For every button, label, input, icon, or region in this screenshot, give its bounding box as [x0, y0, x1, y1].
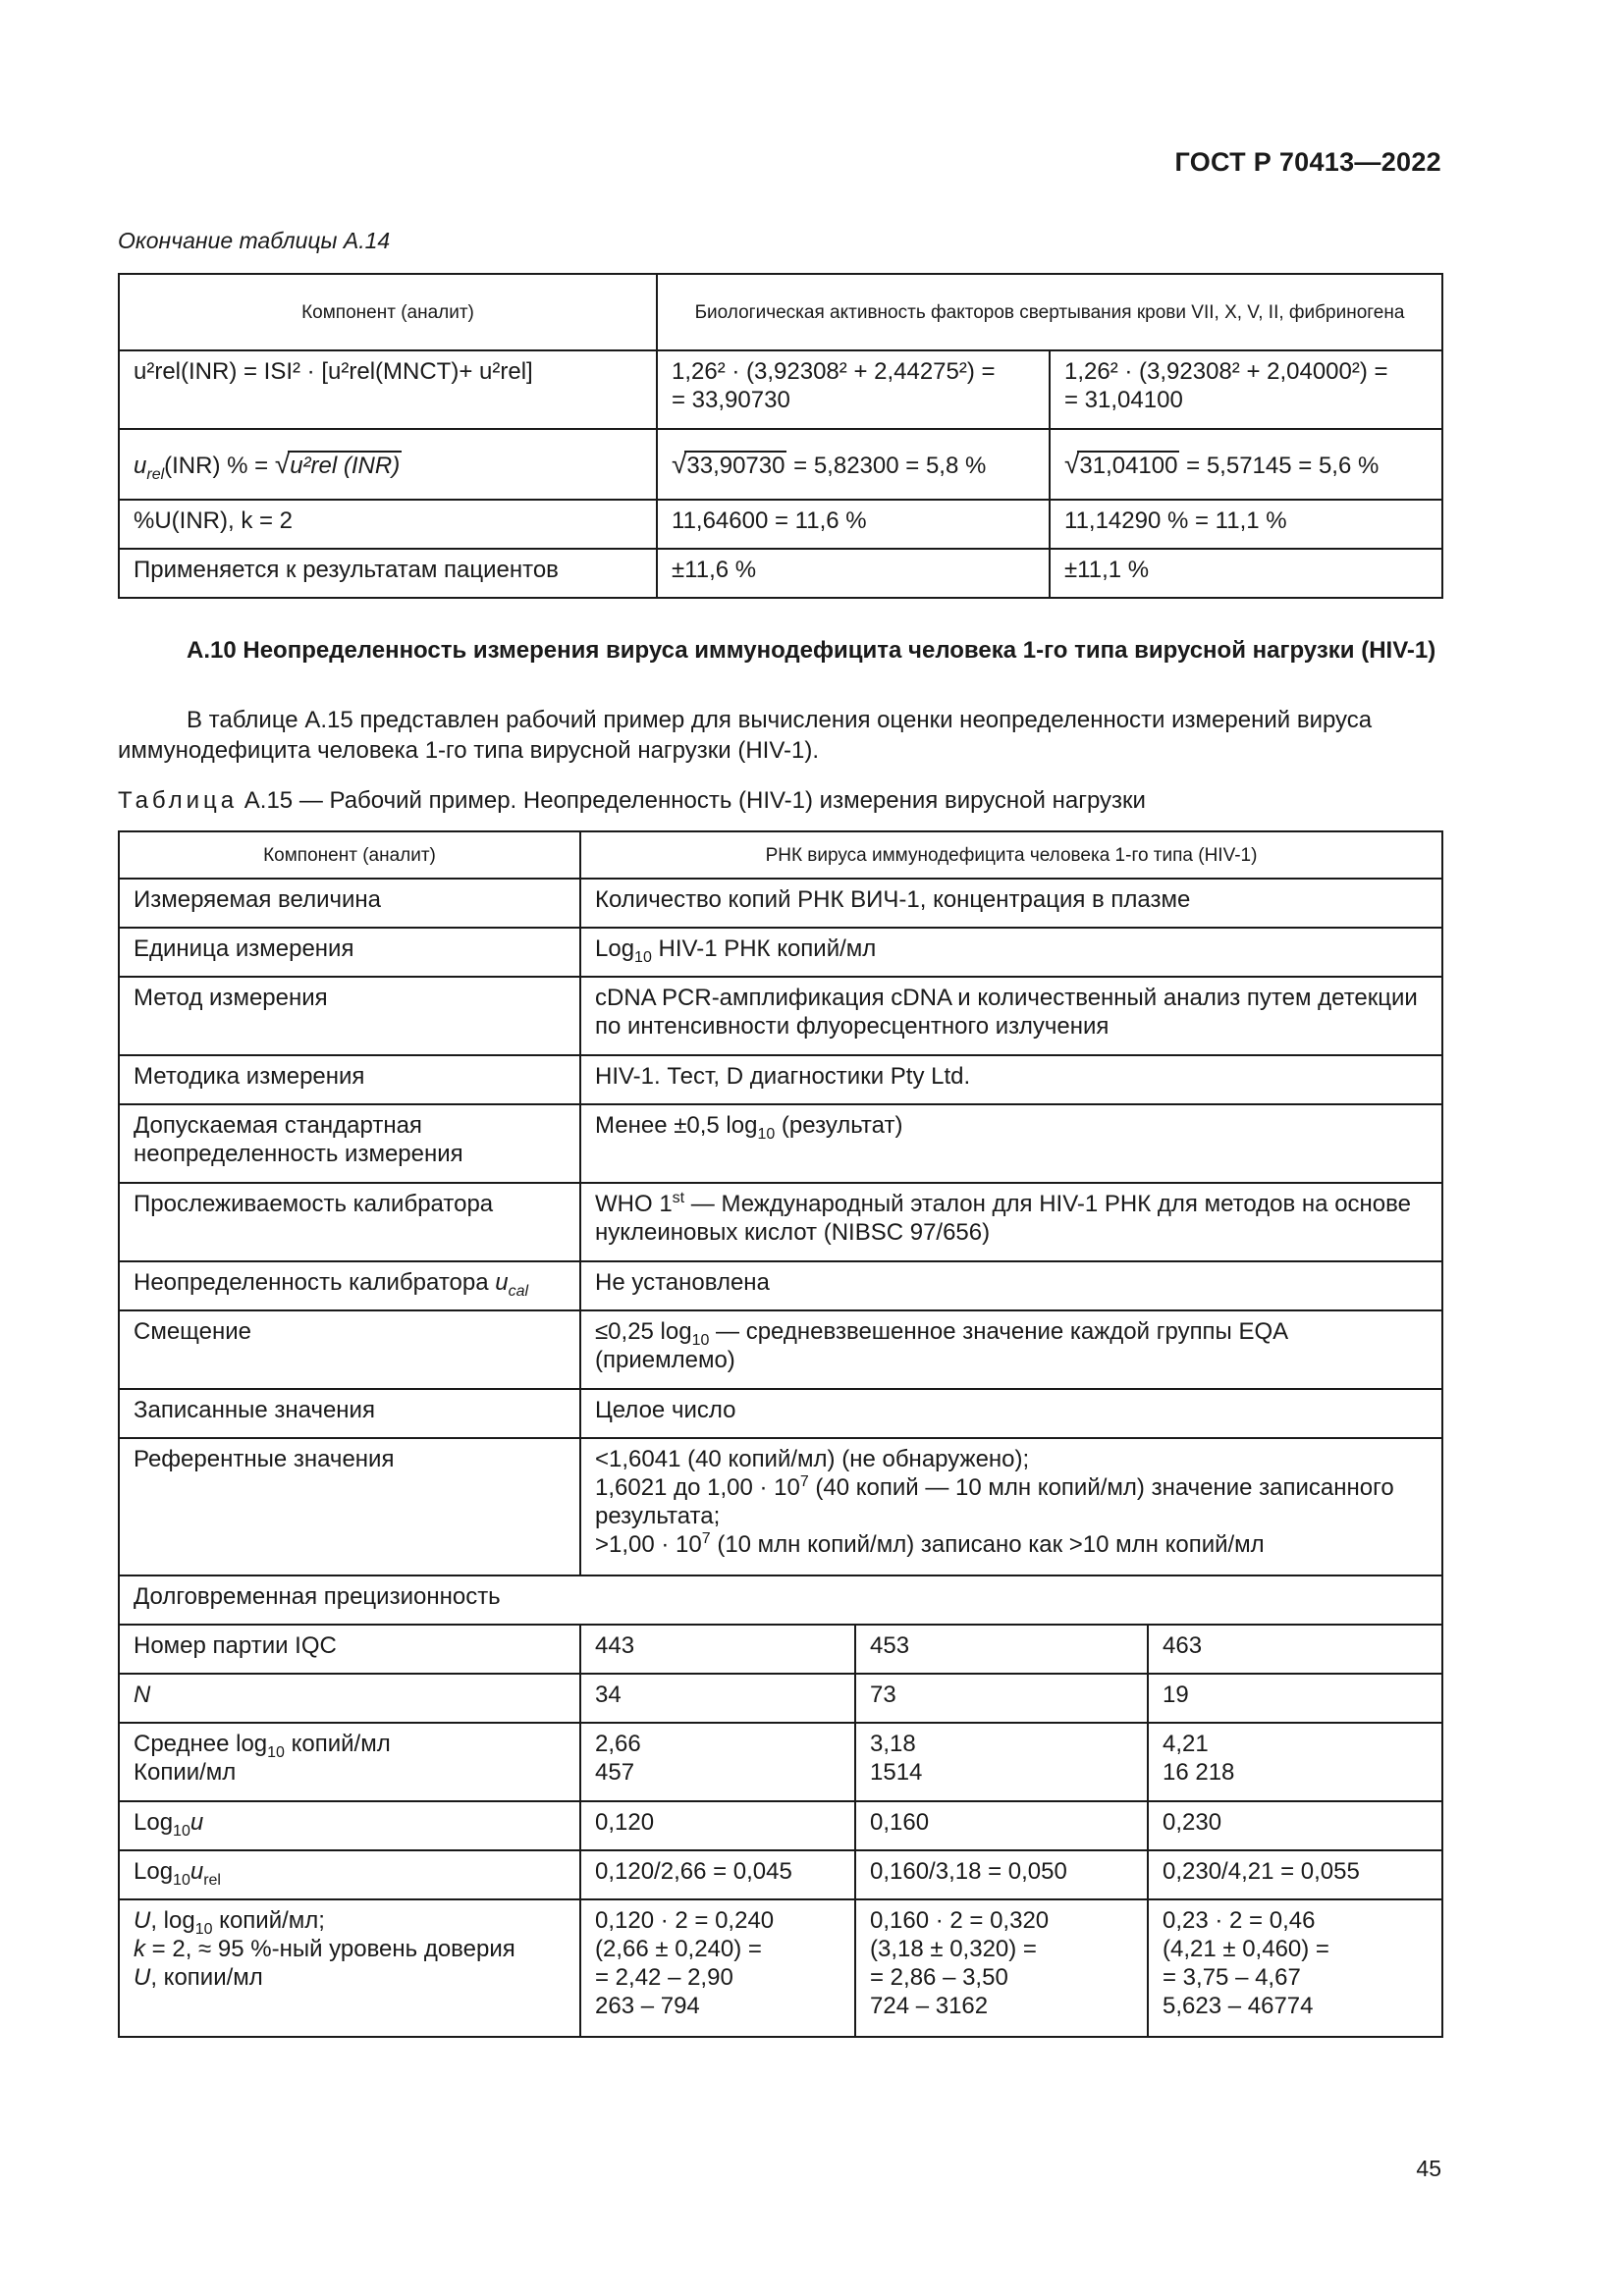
cell-line: 1,26² · (3,92308² + 2,04000²) = — [1064, 358, 1388, 385]
section-title: А.10 Неопределенность измерения вируса иммунодефицита человека 1-го типа вирусной нагрузки (HIV-1) — [187, 637, 1436, 664]
cell-text: (40 копий — 10 млн копий/мл) значение записанного результата; — [595, 1474, 1394, 1529]
table-cell: 34 — [580, 1674, 855, 1723]
table-cell: Не установлена — [580, 1261, 1442, 1310]
table-cell — [657, 350, 1050, 429]
table-header-cell: Компонент (аналит) — [119, 274, 657, 350]
cell-text: >1,00 · 10 — [595, 1531, 702, 1558]
table-cell — [119, 1801, 580, 1850]
subscript: rel — [146, 465, 165, 483]
subscript: 10 — [691, 1331, 710, 1349]
symbol: u — [189, 1858, 204, 1885]
cell-line — [134, 1730, 566, 1761]
formula-text: (INR) % = — [164, 452, 269, 479]
table-section-row: Долговременная прецизионность — [119, 1575, 1442, 1625]
table-cell — [580, 1183, 1442, 1261]
symbol: u — [189, 1809, 204, 1836]
table-cell — [855, 1899, 1148, 2037]
table-cell: cDNA PCR-амплификация cDNA и количественный анализ путем детекции по интенсивности флуоресцентного излучения — [580, 977, 1442, 1055]
cell-text: Менее ±0,5 log — [595, 1112, 758, 1139]
table-header-cell: Биологическая активность факторов свертывания крови VII, X, V, II, фибриногена — [657, 274, 1442, 350]
table-cell: Допускаемая стандартная неопределенность измерения — [119, 1104, 580, 1183]
table-cell — [580, 1899, 855, 2037]
table-cell — [855, 1723, 1148, 1801]
cell-line: (4,21 ± 0,460) = — [1163, 1936, 1329, 1962]
cell-text: — средневзвешенное значение каждой группы EQA (приемлемо) — [595, 1318, 1287, 1373]
symbol: U — [134, 1964, 151, 1991]
table-cell — [1148, 1723, 1442, 1801]
table-cell: 0,120/2,66 = 0,045 — [580, 1850, 855, 1899]
cell-line: 457 — [595, 1759, 635, 1786]
table-cell: ±11,1 % — [1050, 549, 1442, 598]
formula-text: 33,90730 — [686, 452, 785, 479]
page-number: 45 — [1416, 2156, 1441, 2181]
section-paragraph: В таблице А.15 представлен рабочий пример для вычисления оценки неопределенности измерений вируса иммунодефицита человека 1-го типа вирусной нагрузки (HIV-1). — [118, 707, 1373, 764]
cell-text: = 5,57145 = 5,6 % — [1179, 452, 1380, 479]
cell-line: = 2,86 – 3,50 — [870, 1964, 1008, 1991]
table-cell — [580, 1723, 855, 1801]
cell-line: 0,23 · 2 = 0,46 — [1163, 1907, 1316, 1934]
cell-text: = 5,82300 = 5,8 % — [786, 452, 987, 479]
table-cell: N — [119, 1674, 580, 1723]
table-cell: 0,230/4,21 = 0,055 — [1148, 1850, 1442, 1899]
symbol: U — [134, 1907, 151, 1934]
table-header-cell: РНК вируса иммунодефицита человека 1-го типа (HIV-1) — [580, 831, 1442, 879]
cell-text: Log — [134, 1858, 174, 1885]
subscript: 10 — [267, 1743, 285, 1761]
table-cell: 11,64600 = 11,6 % — [657, 500, 1050, 549]
table-cell: Целое число — [580, 1389, 1442, 1438]
table-14-continuation-caption: Окончание таблицы А.14 — [118, 228, 391, 253]
table-cell: 453 — [855, 1625, 1148, 1674]
formula-label — [119, 429, 657, 500]
table-cell: Прослеживаемость калибратора — [119, 1183, 580, 1261]
cell-text: 1,6021 до 1,00 · 10 — [595, 1474, 800, 1501]
table-cell: Измеряемая величина — [119, 879, 580, 928]
cell-line: 724 – 3162 — [870, 1993, 989, 2019]
cell-line: = 33,90730 — [672, 387, 790, 413]
table-cell: 0,120 — [580, 1801, 855, 1850]
cell-text: — Международный эталон для HIV-1 РНК для методов на основе нуклеиновых кислот (NIBSC 97/656) — [595, 1191, 1411, 1246]
table-cell: Записанные значения — [119, 1389, 580, 1438]
cell-line: 1514 — [870, 1759, 923, 1786]
table-cell: Применяется к результатам пациентов — [119, 549, 657, 598]
sqrt-icon: √ — [1064, 448, 1080, 479]
cell-line — [595, 1530, 1428, 1559]
table-cell — [119, 1899, 580, 2037]
cell-line: 1,26² · (3,92308² + 2,44275²) = — [672, 358, 996, 385]
sqrt-icon: √ — [274, 448, 291, 479]
table-cell — [580, 1104, 1442, 1183]
superscript: 7 — [799, 1473, 809, 1490]
table-cell: 443 — [580, 1625, 855, 1674]
cell-line: 0,120 · 2 = 0,240 — [595, 1907, 775, 1934]
symbol: k — [134, 1936, 145, 1962]
cell-text: WHO 1 — [595, 1191, 673, 1217]
formula-text: u²rel (INR) — [290, 452, 401, 479]
table-cell: Методика измерения — [119, 1055, 580, 1104]
cell-text: копий/мл; — [212, 1907, 325, 1934]
formula-text: 31,04100 — [1079, 452, 1178, 479]
cell-line: = 31,04100 — [1064, 387, 1183, 413]
cell-line: = 2,42 – 2,90 — [595, 1964, 733, 1991]
cell-line: 5,623 – 46774 — [1163, 1993, 1314, 2019]
cell-line: <1,6041 (40 копий/мл) (не обнаружено); — [595, 1446, 1030, 1472]
cell-text: , log — [150, 1907, 195, 1934]
cell-text: (10 млн копий/мл) записано как >10 млн копий/мл — [710, 1531, 1265, 1558]
table-cell: 463 — [1148, 1625, 1442, 1674]
table-cell — [119, 1261, 580, 1310]
cell-line: 4,21 — [1163, 1731, 1209, 1757]
cell-text: Среднее log — [134, 1731, 268, 1757]
subscript: rel — [203, 1871, 221, 1889]
superscript: 7 — [701, 1530, 711, 1547]
table-cell — [580, 928, 1442, 977]
cell-text: копий/мл — [284, 1731, 391, 1757]
cell-text: Неопределенность калибратора — [134, 1269, 496, 1296]
table-cell — [1050, 350, 1442, 429]
table-a15 — [118, 830, 1443, 2038]
cell-text: ≤0,25 log — [595, 1318, 692, 1345]
table-cell: 0,160/3,18 = 0,050 — [855, 1850, 1148, 1899]
cell-line: (2,66 ± 0,240) = — [595, 1936, 762, 1962]
cell-line — [134, 1906, 566, 1938]
table-cell: 11,14290 % = 11,1 % — [1050, 500, 1442, 549]
cell-line: 263 – 794 — [595, 1993, 700, 2019]
cell-line: (3,18 ± 0,320) = — [870, 1936, 1037, 1962]
cell-text: = 2, ≈ 95 %-ный уровень доверия — [145, 1936, 515, 1962]
formula-label — [119, 350, 657, 429]
subscript: 10 — [194, 1920, 213, 1938]
table-cell: ±11,6 % — [657, 549, 1050, 598]
table-cell — [119, 1723, 580, 1801]
symbol: u — [134, 452, 147, 479]
table-cell — [1148, 1899, 1442, 2037]
cell-text: Log — [595, 935, 635, 962]
table-cell: 0,230 — [1148, 1801, 1442, 1850]
cell-text: (результат) — [775, 1112, 903, 1139]
table-cell: 19 — [1148, 1674, 1442, 1723]
cell-line: 2,66 — [595, 1731, 641, 1757]
cell-text: HIV-1 РНК копий/мл — [651, 935, 877, 962]
table-cell: Смещение — [119, 1310, 580, 1389]
cell-line — [134, 1935, 566, 1963]
table-cell — [580, 1310, 1442, 1389]
superscript: st — [672, 1190, 685, 1206]
formula-text: u²rel(INR) = ISI² · [u²rel(MNCT)+ u²rel] — [134, 358, 533, 385]
cell-line: = 3,75 – 4,67 — [1163, 1964, 1301, 1991]
table-cell: Единица измерения — [119, 928, 580, 977]
cell-line — [134, 1963, 566, 1992]
subscript: cal — [508, 1282, 529, 1300]
cell-text: Log — [134, 1809, 174, 1836]
subscript: 10 — [173, 1871, 190, 1889]
symbol: u — [495, 1269, 509, 1296]
table-cell: Метод измерения — [119, 977, 580, 1055]
sqrt-icon: √ — [672, 448, 687, 479]
table-cell — [657, 429, 1050, 500]
cell-line: 16 218 — [1163, 1759, 1235, 1786]
document-standard-number: ГОСТ Р 70413—2022 — [1174, 147, 1441, 177]
caption-word: Таблица — [118, 787, 239, 814]
subscript: 10 — [173, 1822, 190, 1840]
table-cell — [580, 1438, 1442, 1575]
cell-line: 3,18 — [870, 1731, 916, 1757]
table-cell — [1050, 429, 1442, 500]
table-cell: HIV-1. Тест, D диагностики Pty Ltd. — [580, 1055, 1442, 1104]
table-cell: Референтные значения — [119, 1438, 580, 1575]
table-cell: Номер партии IQC — [119, 1625, 580, 1674]
table-cell: 0,160 — [855, 1801, 1148, 1850]
table-a14 — [118, 273, 1443, 599]
table-header-cell: Компонент (аналит) — [119, 831, 580, 879]
table-cell: Количество копий РНК ВИЧ-1, концентрация в плазме — [580, 879, 1442, 928]
table-cell — [119, 1850, 580, 1899]
subscript: 10 — [634, 948, 652, 966]
cell-line — [595, 1473, 1428, 1530]
table-cell: %U(INR), k = 2 — [119, 500, 657, 549]
subscript: 10 — [757, 1125, 776, 1143]
cell-line: Копии/мл — [134, 1759, 237, 1786]
cell-text: , копии/мл — [150, 1964, 263, 1991]
cell-line: 0,160 · 2 = 0,320 — [870, 1907, 1050, 1934]
caption-text: А.15 — Рабочий пример. Неопределенность (HIV-1) измерения вирусной нагрузки — [238, 787, 1146, 814]
table-cell: 73 — [855, 1674, 1148, 1723]
table-15-caption — [118, 787, 1441, 815]
